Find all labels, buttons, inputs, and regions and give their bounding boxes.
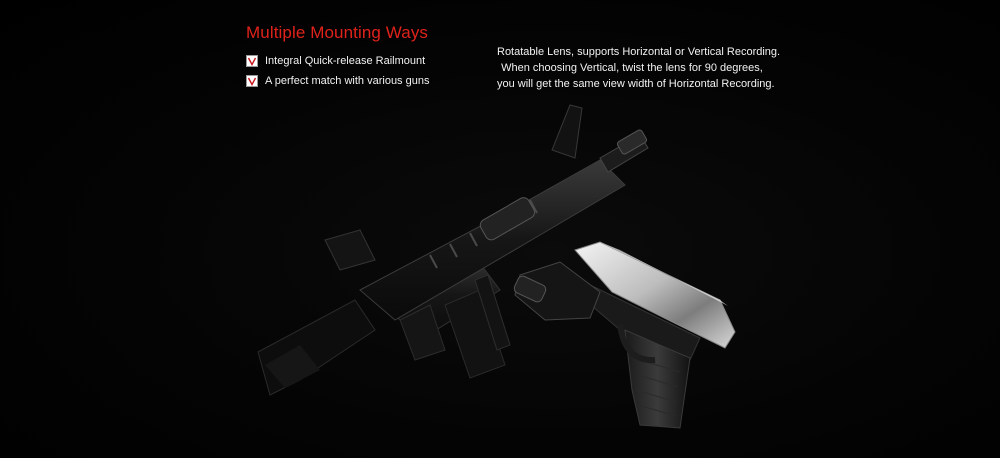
- description: [497, 44, 781, 92]
- pistol-image: [513, 242, 735, 428]
- feature-item: [246, 71, 429, 91]
- description-line: Rotatable Lens, supports Horizontal or Vertical Recording.: [497, 46, 781, 58]
- feature-list: [246, 51, 429, 91]
- description-line: you will get the same view width of Horizontal Recording.: [497, 78, 775, 90]
- description-line: When choosing Vertical, twist the lens for 90 degrees,: [501, 62, 763, 74]
- page-title: Multiple Mounting Ways: [246, 23, 429, 42]
- check-icon: [246, 75, 258, 87]
- check-icon: [246, 55, 258, 67]
- feature-label: A perfect match with various guns: [265, 75, 430, 87]
- feature-item: [246, 51, 429, 71]
- feature-label: Integral Quick-release Railmount: [265, 55, 426, 67]
